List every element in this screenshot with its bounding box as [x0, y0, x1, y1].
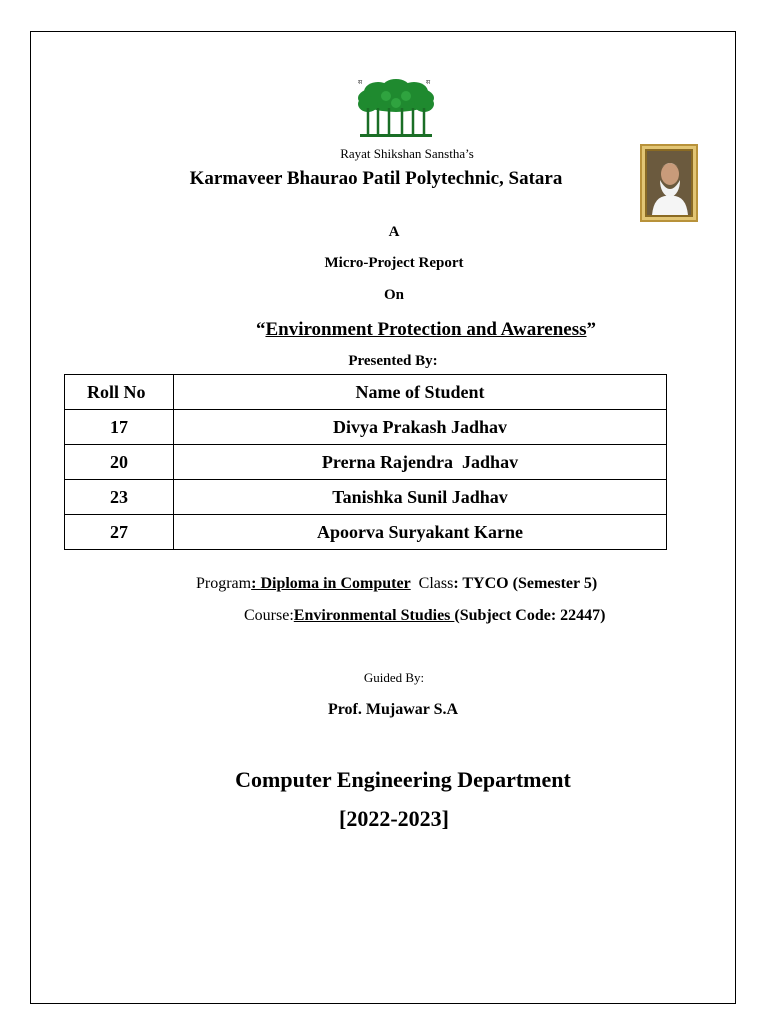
course-label: Course: [244, 607, 294, 624]
table-row [65, 445, 667, 480]
college-name: Karmaveer Bhaurao Patil Polytechnic, Satara [189, 168, 563, 189]
guide-name: Prof. Mujawar S.A [327, 701, 459, 718]
project-title-text: Environment Protection and Awareness [265, 319, 587, 340]
table-row [65, 480, 667, 515]
title-close-quote: ” [586, 319, 597, 340]
sanstha-name: Rayat Shikshan Sanstha’s [340, 146, 474, 161]
student-name-cell: Prerna Rajendra Jadhav [174, 445, 667, 480]
program-label: Program [196, 575, 252, 592]
department-name: Computer Engineering Department [235, 767, 571, 792]
student-name-header: Name of Student [174, 375, 667, 410]
academic-year: [2022-2023] [339, 806, 449, 831]
student-name-cell: Tanishka Sunil Jadhav [174, 480, 667, 515]
course-line [244, 607, 606, 625]
project-title [0, 319, 768, 341]
title-open-quote: “ [255, 319, 266, 340]
roll-no-cell: 27 [65, 515, 174, 550]
program-line [196, 575, 597, 593]
guided-by-label: Guided By: [363, 670, 425, 685]
report-line-on: On [383, 287, 404, 303]
student-name-cell: Apoorva Suryakant Karne [174, 515, 667, 550]
banyan-tree-logo [356, 78, 436, 140]
class-value: : TYCO (Semester 5) [453, 575, 598, 592]
roll-no-cell: 20 [65, 445, 174, 480]
presented-by-label: Presented By: [348, 353, 438, 369]
roll-no-header: Roll No [65, 375, 174, 410]
svg-text:स: स [426, 80, 431, 86]
roll-no-cell: 23 [65, 480, 174, 515]
table-row [65, 410, 667, 445]
program-value: : Diploma in Computer [251, 575, 411, 592]
subject-code: (Subject Code: 22447) [454, 607, 606, 624]
svg-text:स: स [358, 80, 363, 86]
table-row [65, 515, 667, 550]
course-value: Environmental Studies [293, 607, 455, 624]
table-header-row [65, 375, 667, 410]
report-type: Micro-Project Report [324, 255, 464, 271]
roll-no-cell: 17 [65, 410, 174, 445]
class-label: Class [418, 575, 454, 592]
students-table [64, 374, 667, 550]
report-line-a: A [388, 224, 400, 240]
student-name-cell: Divya Prakash Jadhav [174, 410, 667, 445]
